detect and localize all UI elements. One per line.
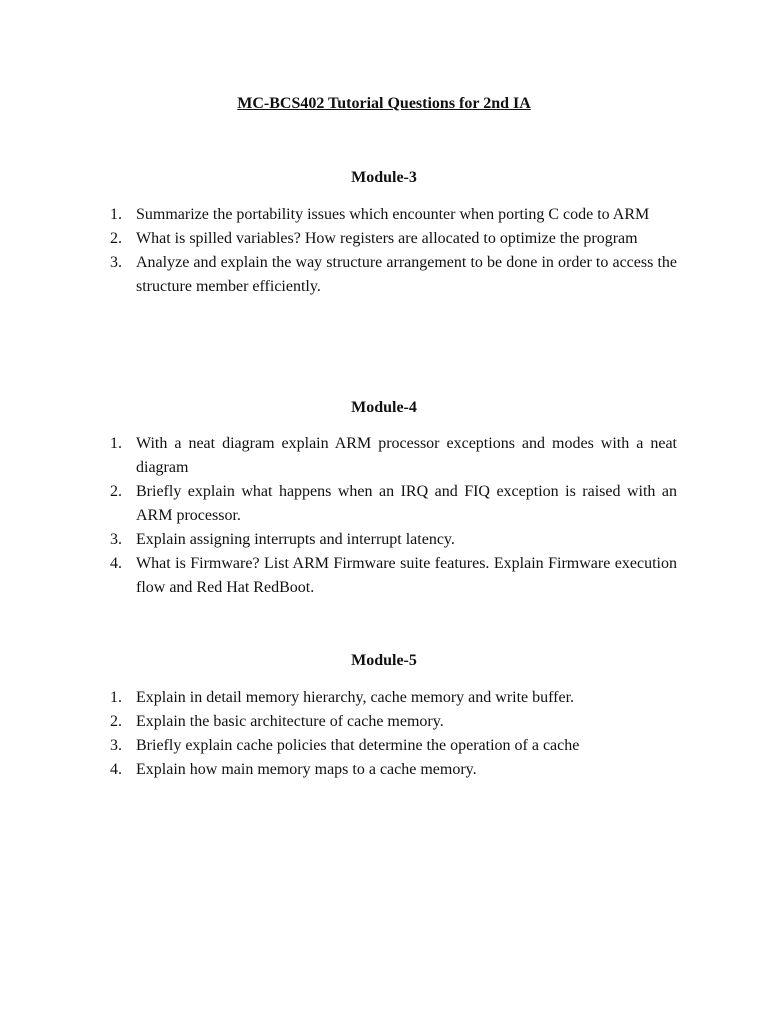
question-item	[110, 710, 677, 734]
question-number: 2.	[110, 230, 122, 247]
question-text: Explain assigning interrupts and interrupt latency.	[136, 531, 455, 548]
question-text: With a neat diagram explain ARM processor exceptions and modes with a neat diagram	[136, 435, 677, 476]
question-item	[110, 552, 677, 600]
question-text: What is Firmware? List ARM Firmware suite features. Explain Firmware execution flow and Red Hat RedBoot.	[136, 555, 677, 596]
question-item	[110, 734, 677, 758]
question-number: 1.	[110, 689, 122, 706]
module-3-heading: Module-3	[351, 169, 417, 186]
module-5-heading: Module-5	[351, 652, 417, 669]
question-number: 1.	[110, 206, 122, 223]
module-5-question-list	[110, 686, 677, 782]
question-item	[110, 251, 677, 299]
question-item	[110, 432, 677, 480]
question-text: Explain in detail memory hierarchy, cache memory and write buffer.	[136, 689, 575, 706]
question-item	[110, 758, 677, 782]
question-text: Explain how main memory maps to a cache memory.	[136, 761, 477, 778]
question-item	[110, 203, 677, 227]
question-text: Briefly explain cache policies that determine the operation of a cache	[136, 737, 580, 754]
question-number: 2.	[110, 483, 122, 500]
question-number: 3.	[110, 737, 122, 754]
question-item	[110, 227, 677, 251]
question-number: 2.	[110, 713, 122, 730]
question-number: 4.	[110, 761, 122, 778]
module-3-question-list	[110, 203, 677, 299]
question-number: 3.	[110, 531, 122, 548]
question-text: What is spilled variables? How registers are allocated to optimize the program	[136, 230, 638, 247]
question-item	[110, 686, 677, 710]
question-number: 1.	[110, 435, 122, 452]
question-text: Summarize the portability issues which encounter when porting C code to ARM	[136, 206, 650, 223]
document-title: MC-BCS402 Tutorial Questions for 2nd IA	[237, 95, 531, 112]
module-4-question-list	[110, 432, 677, 600]
question-item	[110, 528, 677, 552]
question-text: Briefly explain what happens when an IRQ and FIQ exception is raised with an ARM processor.	[136, 483, 677, 524]
question-item	[110, 480, 677, 528]
module-4-heading: Module-4	[351, 399, 417, 416]
question-text: Analyze and explain the way structure arrangement to be done in order to access the structure member efficiently.	[136, 254, 677, 295]
question-number: 4.	[110, 555, 122, 572]
question-number: 3.	[110, 254, 122, 271]
question-text: Explain the basic architecture of cache memory.	[136, 713, 444, 730]
